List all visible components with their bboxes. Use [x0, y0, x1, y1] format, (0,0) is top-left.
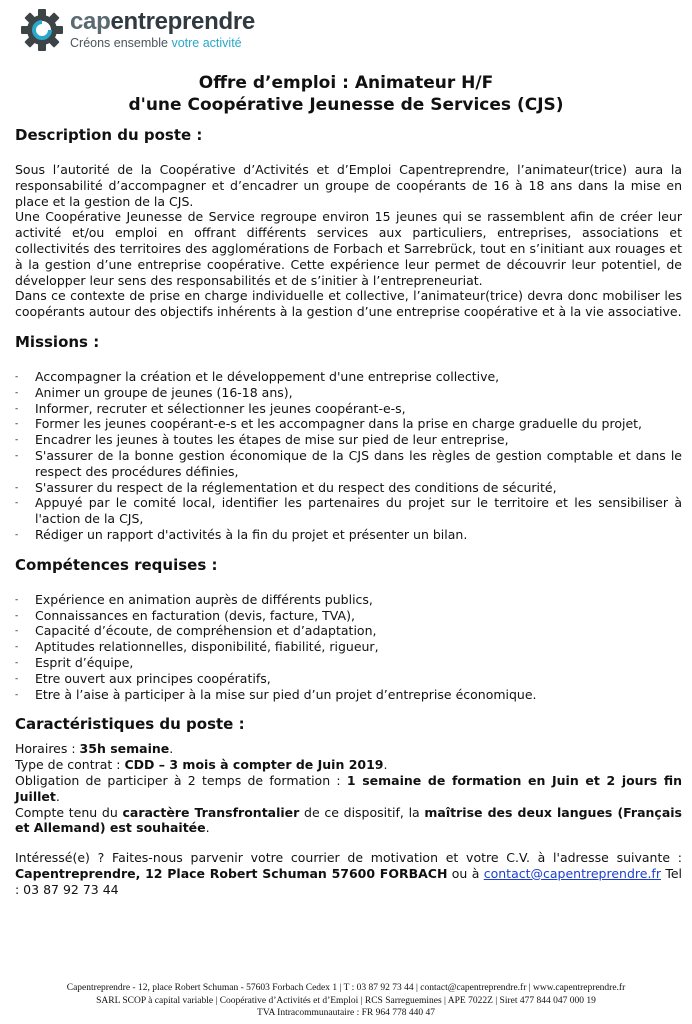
formation-line: Obligation de participer à 2 temps de formation : 1 semaine de formation en Juin et 2 jours fin Juillet.	[15, 772, 682, 804]
list-item: - Aptitudes relationnelles, disponibilité, fiabilité, rigueur,	[15, 639, 379, 655]
competences-section	[15, 556, 682, 703]
contact-phone: Tel : 03 87 92 73 44	[15, 865, 682, 897]
list-item: - Animer un groupe de jeunes (16-18 ans),	[15, 384, 293, 400]
brand-name: capentreprendre	[70, 8, 255, 35]
contact-address: Capentreprendre, 12 Place Robert Schuman 57600 FORBACH	[15, 865, 448, 881]
gear-icon	[20, 8, 64, 52]
caracteristiques-section	[15, 715, 682, 836]
description-heading: Description du poste :	[15, 126, 203, 144]
list-item: - Informer, recruter et sélectionner les jeunes coopérant-e-s,	[15, 400, 406, 416]
contact-section	[15, 850, 682, 897]
competences-list	[15, 592, 682, 703]
competences-heading: Compétences requises :	[15, 555, 218, 574]
missions-section	[15, 333, 682, 543]
horaires-line: Horaires : 35h semaine.	[15, 741, 174, 757]
list-item: - Etre ouvert aux principes coopératifs,	[15, 670, 271, 686]
missions-heading: Missions :	[15, 332, 100, 351]
description-paragraph: Une Coopérative Jeunesse de Service regroupe environ 15 jeunes qui se rassemblent afin de créer leur activité et/ou emploi en offrant différents services aux particuliers, entreprises, associations et collectivités des territoires des agglomérations de Forbach et Sarrebrück, tout en s’initiant aux rouages et à la gestion d’une entreprise coopérative. Cette expérience leur permet de découvrir leur potentiel, de développer leur sens des responsabilités et de s’initier à l’entrepreneuriat.	[15, 209, 682, 288]
page-footer: Capentreprendre - 12, place Robert Schuman - 57603 Forbach Cedex 1 | T : 03 87 92 73 44 | contact@capentreprendre.fr | www.capentreprendre.fr SARL SCOP à capital variable | Coopérative d’Activités et d’Emploi | RCS Sarreguemines | APE 7022Z | Siret 477 844 047 000 19 TVA Intracommunautaire : FR 964 778 440 47	[66, 983, 626, 1018]
company-logo	[20, 6, 255, 54]
brand-tagline: Créons ensemble votre activité	[70, 36, 242, 50]
contrat-line: Type de contrat : CDD – 3 mois à compter de Juin 2019.	[15, 757, 388, 773]
list-item: - Connaissances en facturation (devis, facture, TVA),	[15, 607, 355, 623]
list-item: - Expérience en animation auprès de différents publics,	[15, 591, 373, 607]
list-item: - Appuyé par le comité local, identifier les partenaires du projet sur le territoire et les sensibiliser à l'action de la CJS,	[15, 495, 682, 527]
page-title: Offre d’emploi : Animateur H/F d'une Coopérative Jeunesse de Services (CJS)	[128, 73, 564, 115]
list-item: - Encadrer les jeunes à toutes les étapes de mise sur pied de leur entreprise,	[15, 432, 509, 448]
description-paragraph: Sous l’autorité de la Coopérative d’Activités et d’Emploi Capentreprendre, l’animateur(trice) aura la responsabilité d’accompagner et d’encadrer un groupe de coopérants de 16 à 18 ans dans la mise en place et la gestion de la CJS.	[15, 162, 682, 209]
list-item: - Etre à l’aise à participer à la mise sur pied d’un projet d’entreprise économique.	[15, 686, 537, 702]
list-item: - Rédiger un rapport d'activités à la fin du projet et présenter un bilan.	[15, 526, 468, 542]
list-item: - Former les jeunes coopérant-e-s et les accompagner dans la prise en charge graduelle du projet,	[15, 416, 643, 432]
caracteristiques-heading: Caractéristiques du poste :	[15, 715, 245, 734]
description-section	[15, 126, 682, 320]
list-item: - S'assurer du respect de la réglementation et du respect des conditions de sécurité,	[15, 479, 557, 495]
list-item: - S'assurer de la bonne gestion économique de la CJS dans les règles de gestion comptable et dans le respect des procédures définies,	[15, 447, 682, 479]
missions-list	[15, 369, 682, 543]
document-body	[15, 126, 682, 897]
list-item: - Accompagner la création et le développement d'une entreprise collective,	[15, 368, 500, 384]
transfrontalier-line: Compte tenu du caractère Transfrontalier de ce dispositif, la maîtrise des deux langues (Français et Allemand) est souhaitée.	[15, 804, 682, 836]
description-paragraph: Dans ce contexte de prise en charge individuelle et collective, l’animateur(trice) devra donc mobiliser les coopérants autour des objectifs inhérents à la gestion d’une entreprise coopérative et à la vie associative.	[15, 288, 682, 320]
list-item: - Capacité d’écoute, de compréhension et d’adaptation,	[15, 623, 377, 639]
contact-email-link[interactable]: contact@capentreprendre.fr	[483, 865, 661, 881]
contact-paragraph: Intéressé(e) ? Faites-nous parvenir votre courrier de motivation et votre C.V. à l'adresse suivante : Capentreprendre, 12 Place Robert Schuman 57600 FORBACH ou à contact@capentreprendre.fr Tel : 03 87 92 73 44	[15, 850, 682, 897]
list-item: - Esprit d’équipe,	[15, 654, 134, 670]
